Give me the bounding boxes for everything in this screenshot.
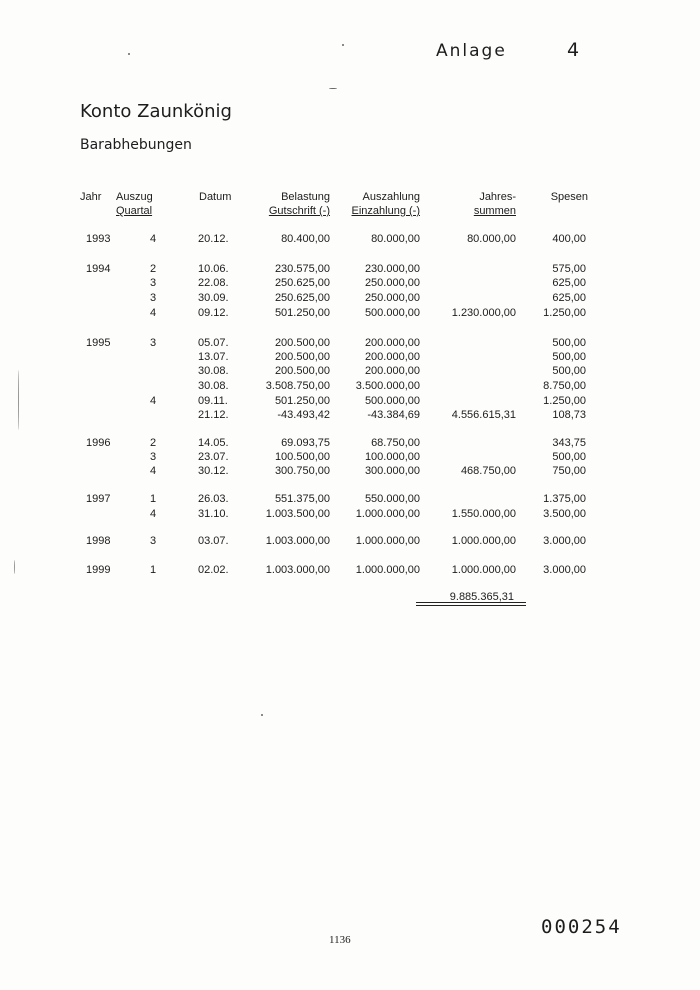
scan-speck [342,44,344,46]
cell-auszahlung: 100.000,00 [364,451,420,463]
cell-datum: 10.06. [198,263,229,275]
cell-belastung: 69.093,75 [281,437,330,449]
cell-datum: 09.11. [198,395,228,407]
anlage-label: Anlage [436,41,507,61]
cell-jahressumme: 1.000.000,00 [451,535,516,547]
cell-belastung: 250.625,00 [274,277,330,289]
grand-total: 9.885.365,31 [449,591,514,603]
scan-speck [329,88,337,89]
cell-jahressumme: 4.556.615,31 [451,409,516,421]
col-header-belastung: Belastung [281,191,330,203]
cell-quartal: 1 [149,493,157,505]
cell-auszahlung: 250.000,00 [364,277,420,289]
cell-auszahlung: 80.000,00 [371,233,420,245]
scan-speck [261,714,263,716]
cell-datum: 30.08. [198,380,229,392]
document-stamp-number: 000254 [541,916,622,938]
cell-spesen: 625,00 [552,292,586,304]
cell-quartal: 4 [149,465,157,477]
cell-year: 1993 [86,233,111,245]
cell-quartal: 3 [149,535,157,547]
cell-quartal: 4 [149,233,157,245]
cell-jahressumme: 1.550.000,00 [451,508,516,520]
cell-quartal: 4 [149,307,157,319]
cell-belastung: 1.003.500,00 [265,508,330,520]
cell-year: 1995 [86,337,111,349]
cell-datum: 09.12. [198,307,229,319]
col-header-spesen: Spesen [550,191,588,203]
cell-spesen: 400,00 [552,233,586,245]
cell-belastung: 230.575,00 [274,263,330,275]
cell-spesen: 1.250,00 [543,307,586,319]
cell-auszahlung: 200.000,00 [364,365,420,377]
scan-edge-mark [18,370,19,430]
cell-belastung: 100.500,00 [274,451,330,463]
cell-datum: 14.05. [198,437,229,449]
cell-quartal: 4 [149,395,157,407]
col-header-datum: Datum [199,191,232,203]
cell-belastung: 250.625,00 [274,292,330,304]
cell-belastung: -43.493,42 [277,409,330,421]
col-header-summen: summen [473,205,516,217]
cell-year: 1994 [86,263,111,275]
cell-auszahlung: 500.000,00 [364,395,420,407]
cell-quartal: 2 [149,437,157,449]
cell-auszahlung: 1.000.000,00 [355,564,420,576]
cell-belastung: 200.500,00 [274,365,330,377]
cell-spesen: 625,00 [552,277,586,289]
total-rule-bottom [416,605,526,606]
cell-spesen: 3.000,00 [543,564,586,576]
cell-datum: 23.07. [198,451,229,463]
scan-edge-mark [14,560,15,574]
cell-year: 1999 [86,564,111,576]
cell-spesen: 3.500,00 [543,508,586,520]
cell-jahressumme: 1.000.000,00 [451,564,516,576]
cell-spesen: 575,00 [552,263,586,275]
cell-quartal: 2 [149,263,157,275]
cell-datum: 26.03. [198,493,229,505]
page-number: 1136 [329,934,351,946]
cell-belastung: 80.400,00 [281,233,330,245]
cell-spesen: 1.250,00 [543,395,586,407]
cell-auszahlung: 68.750,00 [371,437,420,449]
cell-year: 1998 [86,535,111,547]
cell-belastung: 300.750,00 [274,465,330,477]
scan-speck [128,53,130,55]
cell-spesen: 500,00 [552,351,586,363]
cell-datum: 03.07. [198,535,229,547]
col-header-jahres: Jahres- [479,191,516,203]
cell-spesen: 500,00 [552,365,586,377]
cell-auszahlung: -43.384,69 [367,409,420,421]
cell-spesen: 500,00 [552,337,586,349]
cell-jahressumme: 1.230.000,00 [451,307,516,319]
cell-spesen: 8.750,00 [543,380,586,392]
cell-auszahlung: 1.000.000,00 [355,535,420,547]
cell-datum: 31.10. [198,508,229,520]
cell-quartal: 3 [149,337,157,349]
cell-datum: 02.02. [198,564,229,576]
cell-spesen: 108,73 [552,409,586,421]
cell-auszahlung: 3.500.000,00 [355,380,420,392]
cell-belastung: 551.375,00 [274,493,330,505]
cell-auszahlung: 500.000,00 [364,307,420,319]
cell-auszahlung: 550.000,00 [364,493,420,505]
section-subtitle: Barabhebungen [80,137,192,153]
cell-jahressumme: 468.750,00 [460,465,516,477]
cell-belastung: 200.500,00 [274,337,330,349]
col-header-auszug: Auszug [116,191,153,203]
cell-datum: 20.12. [198,233,229,245]
cell-datum: 13.07. [198,351,229,363]
cell-quartal: 1 [149,564,157,576]
cell-auszahlung: 250.000,00 [364,292,420,304]
cell-quartal: 4 [149,508,157,520]
col-header-auszahlung: Auszahlung [362,191,420,203]
cell-datum: 05.07. [198,337,229,349]
cell-belastung: 1.003.000,00 [265,535,330,547]
cell-belastung: 501.250,00 [274,307,330,319]
cell-auszahlung: 200.000,00 [364,351,420,363]
cell-spesen: 500,00 [552,451,586,463]
cell-year: 1996 [86,437,111,449]
col-header-quartal: Quartal [116,205,153,217]
anlage-number: 4 [567,39,580,61]
cell-datum: 21.12. [198,409,229,421]
cell-datum: 22.08. [198,277,229,289]
cell-belastung: 200.500,00 [274,351,330,363]
col-header-gutschrift: Gutschrift (-) [268,205,330,217]
cell-year: 1997 [86,493,111,505]
cell-datum: 30.08. [198,365,229,377]
cell-spesen: 3.000,00 [543,535,586,547]
cell-datum: 30.09. [198,292,229,304]
cell-quartal: 3 [149,451,157,463]
cell-spesen: 343,75 [552,437,586,449]
cell-quartal: 3 [149,277,157,289]
page-title: Konto Zaunkönig [80,101,232,122]
cell-quartal: 3 [149,292,157,304]
cell-auszahlung: 300.000,00 [364,465,420,477]
cell-auszahlung: 200.000,00 [364,337,420,349]
col-header-jahr: Jahr [80,191,102,203]
cell-auszahlung: 230.000,00 [364,263,420,275]
cell-spesen: 1.375,00 [543,493,586,505]
cell-belastung: 1.003.000,00 [265,564,330,576]
col-header-einzahlung: Einzahlung (-) [351,205,420,217]
cell-datum: 30.12. [198,465,229,477]
cell-auszahlung: 1.000.000,00 [355,508,420,520]
cell-belastung: 3.508.750,00 [265,380,330,392]
cell-belastung: 501.250,00 [274,395,330,407]
cell-jahressumme: 80.000,00 [467,233,516,245]
cell-spesen: 750,00 [552,465,586,477]
